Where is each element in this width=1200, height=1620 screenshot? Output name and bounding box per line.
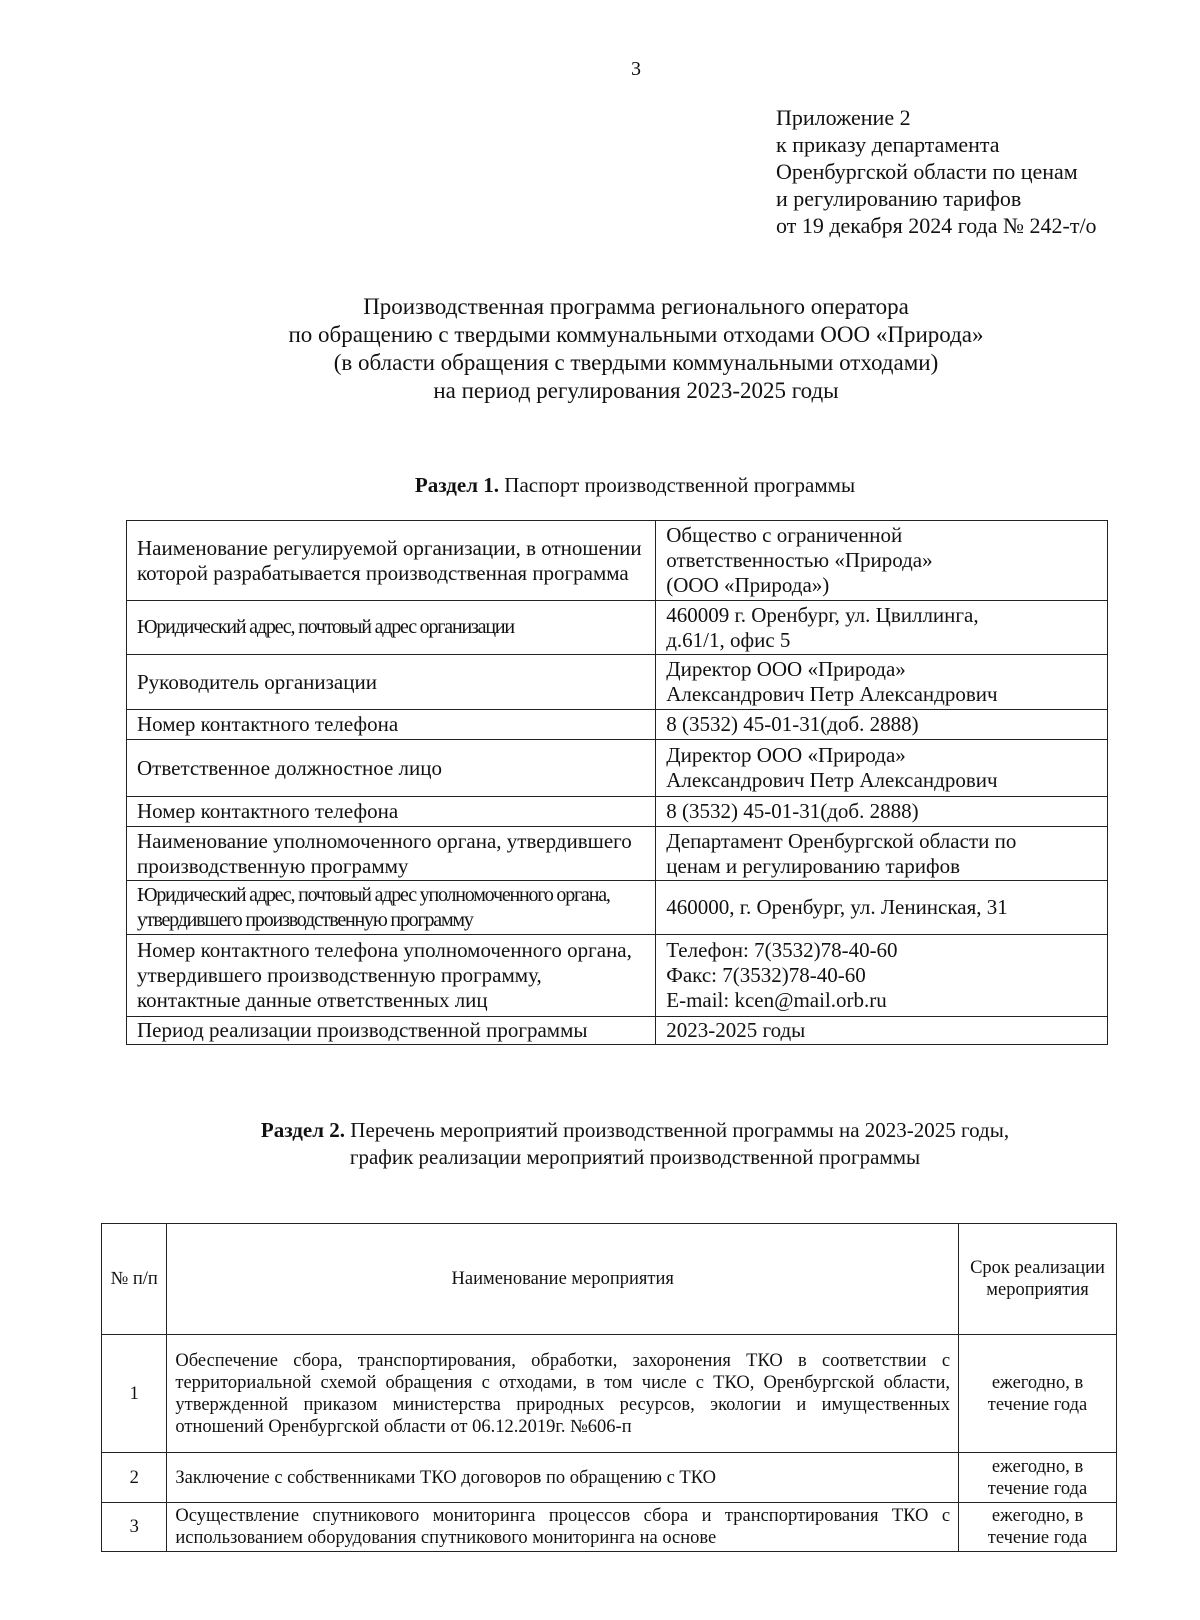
page-number: 3 [631, 58, 641, 80]
value-line: 8 (3532) 45-01-31(доб. 2888) [666, 799, 919, 823]
table-row [102, 1453, 1117, 1503]
document-title [130, 293, 1142, 405]
event-term: ежегодно, в течение года [959, 1335, 1117, 1453]
appendix-block [776, 104, 1097, 239]
value-line: (ООО «Природа») [666, 573, 830, 597]
table-row [127, 827, 1108, 881]
passport-value [656, 740, 1108, 797]
title-line: Производственная программа регионального оператора [363, 294, 909, 319]
value-line: 8 (3532) 45-01-31(доб. 2888) [666, 712, 919, 736]
section-1-label: Раздел 1. [414, 473, 500, 497]
passport-table [126, 520, 1108, 1045]
event-num: 3 [102, 1503, 167, 1552]
value-line: 460000, г. Оренбург, ул. Ленинская, 31 [666, 895, 1008, 919]
column-header-name: Наименование мероприятия [167, 1224, 959, 1335]
passport-key: Номер контактного телефона [127, 710, 656, 740]
event-num: 1 [102, 1335, 167, 1453]
passport-value [656, 601, 1108, 655]
section-2-label: Раздел 2. [260, 1118, 346, 1142]
table-row [127, 521, 1108, 601]
appendix-line: от 19 декабря 2024 года № 242-т/о [776, 213, 1097, 238]
event-term: ежегодно, в течение года [959, 1503, 1117, 1552]
passport-key: Период реализации производственной программы [127, 1017, 656, 1045]
value-line: Факс: 7(3532)78-40-60 [666, 963, 866, 987]
value-line: Александрович Петр Александрович [666, 768, 998, 792]
passport-value [656, 827, 1108, 881]
event-name: Осуществление спутникового мониторинга процессов сбора и транспортирования ТКО с использованием оборудования спутникового мониторинга на основе [167, 1503, 959, 1552]
value-line: ответственностью «Природа» [666, 548, 933, 572]
passport-value [656, 521, 1108, 601]
table-row [127, 740, 1108, 797]
passport-key: Юридический адрес, почтовый адрес организации [127, 601, 656, 655]
event-name: Обеспечение сбора, транспортирования, обработки, захоронения ТКО в соответствии с территориальной схемой обращения с отходами, в том числе с ТКО, Оренбургской области, утвержденной приказом министерства природных ресурсов, экологии и имущественных отношений Оренбургской области от 06.12.2019г. №606-п [167, 1335, 959, 1453]
table-row [127, 710, 1108, 740]
event-term: ежегодно, в течение года [959, 1453, 1117, 1503]
passport-key: Ответственное должностное лицо [127, 740, 656, 797]
passport-value [656, 797, 1108, 827]
value-line: E-mail: kcen@mail.orb.ru [666, 988, 887, 1012]
event-name: Заключение с собственниками ТКО договоров по обращению с ТКО [167, 1453, 959, 1503]
event-num: 2 [102, 1453, 167, 1503]
section-2-heading-line: график реализации мероприятий производственной программы [349, 1145, 921, 1169]
section-2-title: Перечень мероприятий производственной программы на 2023-2025 годы, [345, 1118, 1010, 1142]
title-line: (в области обращения с твердыми коммунальными отходами) [333, 350, 939, 375]
column-header-term: Срок реализации мероприятия [959, 1224, 1117, 1335]
table-row [127, 1017, 1108, 1045]
appendix-line: Приложение 2 [776, 105, 911, 130]
passport-key: Юридический адрес, почтовый адрес уполномоченного органа, утвердившего производственную программу [127, 881, 656, 935]
value-line: Александрович Петр Александрович [666, 682, 998, 706]
value-line: Директор ООО «Природа» [666, 743, 906, 767]
table-header-row [102, 1224, 1117, 1335]
section-1-title: Паспорт производственной программы [499, 473, 856, 497]
passport-key: Номер контактного телефона [127, 797, 656, 827]
title-line: по обращению с твердыми коммунальными отходами ООО «Природа» [288, 322, 984, 347]
table-row [127, 655, 1108, 710]
appendix-line: Оренбургской области по ценам [776, 159, 1078, 184]
appendix-line: и регулированию тарифов [776, 186, 1022, 211]
passport-value [656, 881, 1108, 935]
section-2-heading [100, 1117, 1170, 1171]
passport-key: Руководитель организации [127, 655, 656, 710]
table-row [127, 935, 1108, 1017]
value-line: 2023-2025 годы [666, 1018, 806, 1042]
value-line: Директор ООО «Природа» [666, 657, 906, 681]
section-1-heading [100, 472, 1170, 499]
passport-key: Номер контактного телефона уполномоченного органа, утвердившего производственную программу, контактные данные ответственных лиц [127, 935, 656, 1017]
value-line: 460009 г. Оренбург, ул. Цвиллинга, [666, 602, 979, 627]
passport-value [656, 655, 1108, 710]
value-line: ценам и регулированию тарифов [666, 853, 961, 878]
events-table [101, 1223, 1117, 1552]
appendix-line: к приказу департамента [776, 132, 1000, 157]
value-line: д.61/1, офис 5 [666, 627, 791, 652]
table-row [102, 1503, 1117, 1552]
table-row [127, 797, 1108, 827]
value-line: Департамент Оренбургской области по [666, 828, 1017, 853]
table-row [102, 1335, 1117, 1453]
title-line: на период регулирования 2023-2025 годы [433, 378, 839, 403]
passport-key: Наименование уполномоченного органа, утвердившего производственную программу [127, 827, 656, 881]
passport-value [656, 935, 1108, 1017]
passport-value [656, 710, 1108, 740]
table-row [127, 881, 1108, 935]
value-line: Телефон: 7(3532)78-40-60 [666, 938, 898, 962]
column-header-num: № п/п [102, 1224, 167, 1335]
passport-value [656, 1017, 1108, 1045]
passport-key: Наименование регулируемой организации, в отношении которой разрабатывается производственная программа [127, 521, 656, 601]
table-row [127, 601, 1108, 655]
section-2-heading-line [100, 1117, 1170, 1144]
value-line: Общество с ограниченной [666, 523, 903, 547]
